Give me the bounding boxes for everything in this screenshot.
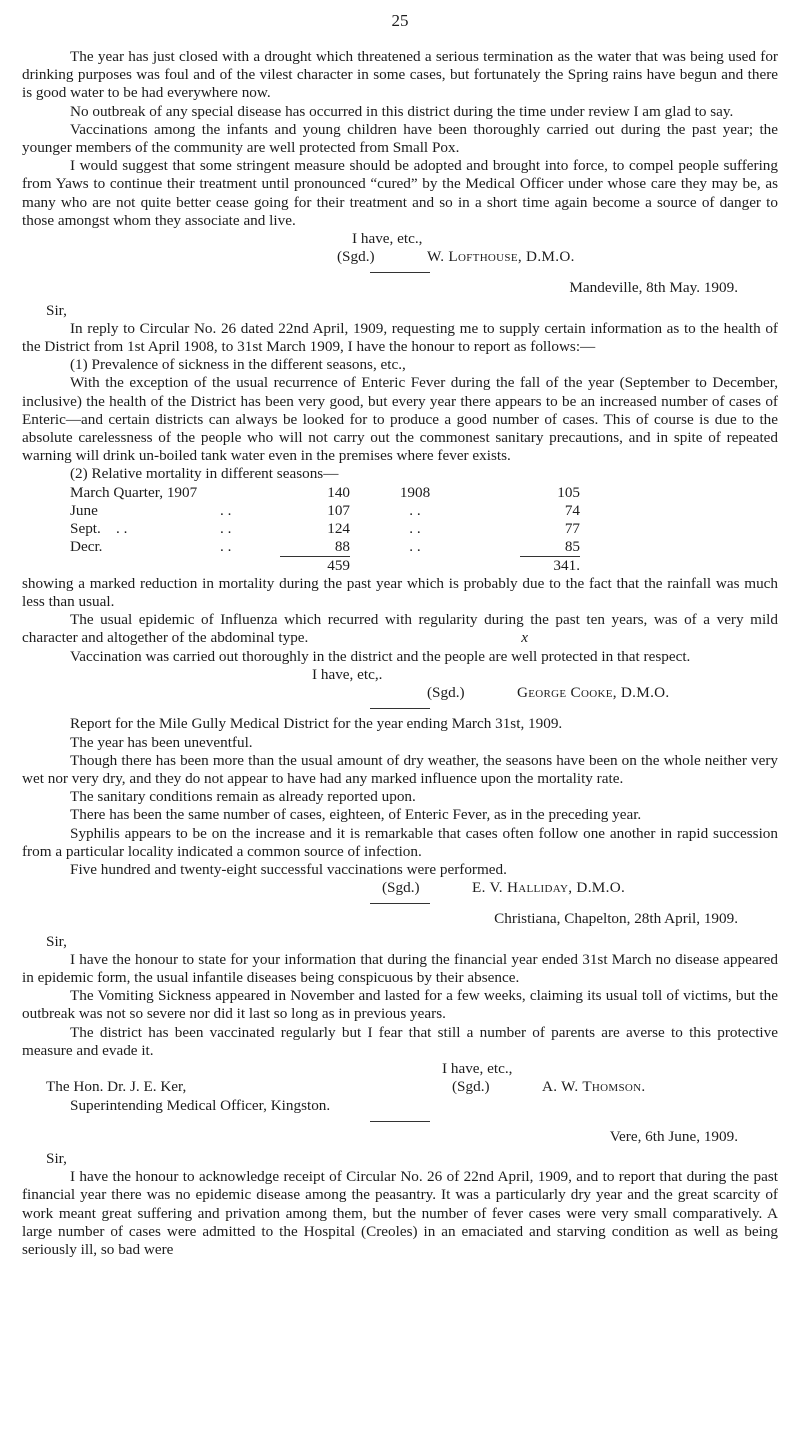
salutation: Sir, [46,1149,67,1167]
addressee-title: Superintending Medical Officer, Kingston. [70,1096,331,1114]
table-cell [220,484,280,502]
addressee: The Hon. Dr. J. E. Ker, [46,1078,187,1096]
place-date: Vere, 6th June, 1909. [609,1127,738,1145]
paragraph: Vaccinations among the infants and young children have been thoroughly carried out during the past year; the younger members of the community are well protected from Small Pox. [22,120,778,157]
signatory-name: W. Lofthouse, D.M.O. [427,248,575,266]
table-cell: . . [220,519,232,537]
total-1908: 341. [520,556,580,575]
paragraph: The year has just closed with a drought which threatened a serious termination as the water that was being used for drinking purposes was foul and of the vilest character in some cases, but fortunately the Spring rains have begun and there is good water to be had everywhere now. [22,48,778,102]
paragraph: I have the honour to acknowledge receipt of Circular No. 26 of 22nd April, 1909, and to report that during the past financial year there was no epidemic disease among the peasantry. It was a particularly dry year and the great scarcity of work meant great suffering and privation among them, but the number of fever cases were very small comparatively. A large number of cases were admitted to the Hospital (Creoles) in an emaciated and starving condition as well as being seriously ill, so bad were [22,1168,778,1258]
table-row [70,502,580,520]
paragraph: With the exception of the usual recurrence of Enteric Fever during the fall of the year (September to December, inclusive) the health of the District has been very good, but every year there appears to be an increased number of cases of Enteric—and certain districts can always be looked for to produce a good number of cases. This of course is due to the absolute carelessness of the people who will not carry out the commonest sanitary precautions, and in spite of repeated warning will drink un-boiled tank water even in the premises where fever exists. [22,374,778,465]
table-row [70,484,580,502]
section-heading: (2) Relative mortality in different seasons— [70,465,339,483]
table-cell: March Quarter, [70,483,164,501]
table-cell: . . [409,537,421,555]
year-label: 1908 [399,483,431,501]
table-cell: 74 [564,501,580,519]
table-cell: 85 [564,537,580,555]
paragraph: In reply to Circular No. 26 dated 22nd April, 1909, requesting me to supply certain information as to the health of the District from 1st April 1908, to 31st March 1909, I have the honour to report as follows:— [22,319,778,356]
section-heading: (1) Prevalence of sickness in the different seasons, etc., [70,356,406,374]
table-cell: . . [116,519,128,537]
total-1907: 459 [280,556,350,575]
table-cell: 124 [327,519,350,537]
paragraph: The sanitary conditions remain as already reported upon. [70,788,416,806]
paragraph: Syphilis appears to be on the increase and it is remarkable that cases often follow one another in rapid succession from a particular locality indicated a common source of infection. [22,824,778,860]
divider [370,903,430,904]
paragraph: showing a marked reduction in mortality during the past year which is probably due to the fact that the rainfall was much less than usual. [22,574,778,610]
paragraph: Vaccination was carried out thoroughly in the district and the people are well protected in that respect. [70,647,691,665]
table-cell: . . [220,537,232,555]
paragraph: Though there has been more than the usual amount of dry weather, the seasons have been on the whole neither very wet nor very dry, and they do not appear to have had any marked influence upon the mortality rate. [22,751,778,787]
table-cell: 105 [557,483,580,501]
table-cell: . . [409,501,421,519]
place-date: Christiana, Chapelton, 28th April, 1909. [494,910,738,928]
signature-line [22,879,778,897]
signature-line [22,248,778,266]
divider [370,708,430,709]
closing: I have, etc., [352,230,423,248]
table-total-row [70,556,580,575]
table-cell: 140 [327,483,350,501]
document-body [22,48,778,1259]
table-row [70,538,580,557]
paragraph: The Vomiting Sickness appeared in November and lasted for a few weeks, claiming its usual toll of victims, but the outbreak was not so severe nor did it last so long as in previous years. [22,987,778,1023]
page-number: 25 [391,11,409,30]
table-cell: 88 [334,537,350,555]
place-date: Mandeville, 8th May. 1909. [569,279,738,297]
table-row [70,520,580,538]
paragraph: I would suggest that some stringent measure should be adopted and brought into force, to compel people suffering from Yaws to continue their treatment until pronounced “cured” by the Medical Officer under whose care they may be, as many who are not quite better cease going for their treatment and so in a short time again become a source of danger to those amongst whom they associate and live. [22,157,778,229]
paragraph: The year has been uneventful. [70,733,253,751]
table-cell: Sept. [70,519,101,537]
table-cell: . . [220,501,232,519]
signatory-name: George Cooke, D.M.O. [517,684,670,702]
paragraph: The usual epidemic of Influenza which recurred with regularity during the past ten years, was of a very mild character and altogether of the abdominal type. [22,611,778,647]
paragraph: There has been the same number of cases, eighteen, of Enteric Fever, as in the preceding year. [70,806,642,824]
paragraph: No outbreak of any special disease has occurred in this district during the time under review I am glad to say. [70,102,734,120]
table-cell: June [70,501,98,519]
table-cell: . . [409,519,421,537]
signatory-name: A. W. Thomson. [542,1078,646,1096]
sgd-label: (Sgd.) [337,248,375,266]
signatory-name: E. V. Halliday, D.M.O. [472,879,626,897]
table-cell: Decr. [70,537,103,555]
salutation: Sir, [46,301,67,319]
closing: I have, etc,. [312,665,383,683]
paragraph: The district has been vaccinated regularly but I fear that still a number of parents are averse to this protective measure and evade it. [22,1023,778,1059]
margin-mark: x [521,629,528,647]
sgd-label: (Sgd.) [382,879,420,897]
paragraph: I have the honour to state for your information that during the financial year ended 31st March no disease appeared in epidemic form, the usual infantile diseases being conspicuous by their absence. [22,950,778,986]
table-cell: 107 [327,501,350,519]
mortality-table [70,484,580,575]
paragraph: Five hundred and twenty-eight successful vaccinations were performed. [70,860,507,878]
table-cell: 77 [564,519,580,537]
report-title: Report for the Mile Gully Medical District for the year ending March 31st, 1909. [70,715,563,733]
sgd-label: (Sgd.) [452,1078,490,1096]
year-label: 1907 [166,483,198,501]
signature-line [22,684,778,702]
closing: I have, etc., [442,1059,513,1077]
sgd-label: (Sgd.) [427,684,465,702]
table-cell [480,484,520,502]
divider [370,1121,430,1122]
divider [370,272,430,273]
salutation: Sir, [46,932,67,950]
